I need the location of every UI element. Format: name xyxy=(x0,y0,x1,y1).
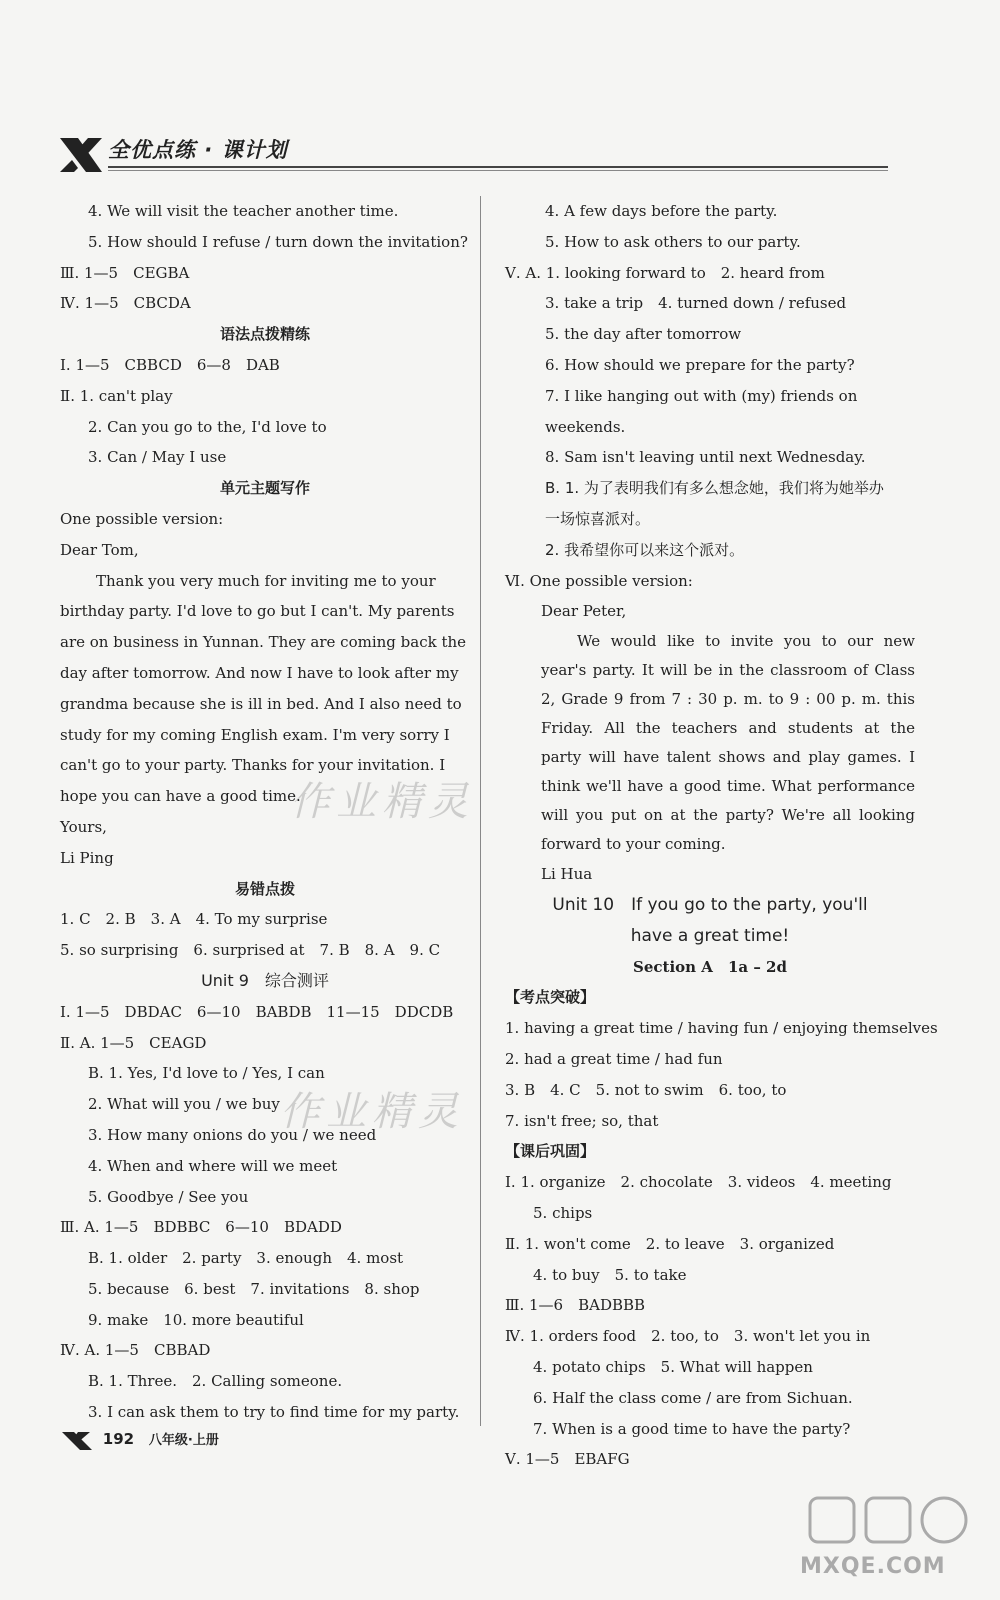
answer-line: 5. How to ask others to our party. xyxy=(545,232,801,251)
answer-line: 4. potato chips 5. What will happen xyxy=(533,1357,813,1376)
answer-line: B. 1. Three. 2. Calling someone. xyxy=(88,1372,343,1391)
answer-line: 4. A few days before the party. xyxy=(545,202,778,220)
answer-line: Ⅲ. A. 1—5 BDBBC 6—10 BDADD xyxy=(60,1218,342,1237)
answer-line: 6. Half the class come / are from Sichuan. xyxy=(533,1388,853,1407)
watermark-url: MXQE.COM xyxy=(800,1554,946,1579)
answer-line: 2. What will you / we buy xyxy=(88,1095,280,1114)
answer-line: Ⅱ. A. 1—5 CEAGD xyxy=(60,1033,207,1052)
letter-greeting: Dear Tom, xyxy=(60,540,139,559)
letter-greeting: Dear Peter, xyxy=(541,602,627,621)
section-heading: 易错点拨 xyxy=(234,879,295,898)
answer-line: 9. make 10. more beautiful xyxy=(88,1310,304,1329)
answer-line: B. 1. older 2. party 3. enough 4. most xyxy=(88,1249,404,1268)
unit-heading-line1: Unit 10 If you go to the party, you'll xyxy=(552,894,868,915)
unit-heading: Unit 9 综合测评 xyxy=(201,970,329,990)
answer-line: Ⅲ. 1—5 CEGBA xyxy=(60,263,190,282)
essay-paragraph: Thank you very much for inviting me to your birthday party. I'd love to go but I can't. My parents are on business in Yunnan. They are coming back the day after tomorrow. And now I have to look after my grandma because she is ill in bed. And I also need to study for my coming English exam. I'm very sorry I can't go to your party. Thanks for your invitation. I hope you can have a good time. xyxy=(60,571,467,806)
column-divider xyxy=(480,196,481,1426)
answer-line: 3. Can / May I use xyxy=(88,448,227,467)
answer-line: 5. chips xyxy=(533,1203,593,1222)
right-column xyxy=(505,196,938,1475)
answer-line: 8. Sam isn't leaving until next Wednesday. xyxy=(545,448,866,467)
answer-line: Ⅵ. One possible version: xyxy=(505,571,693,590)
answer-line: 7. I like hanging out with (my) friends on weekends. xyxy=(545,386,858,436)
answer-line: One possible version: xyxy=(60,509,224,528)
page-footer xyxy=(60,1428,219,1452)
answer-line: 2. Can you go to the, I'd love to xyxy=(88,417,327,436)
answer-line: 1. having a great time / having fun / enjoying themselves xyxy=(505,1019,938,1038)
answer-line: Ⅲ. 1—6 BADBBB xyxy=(505,1296,646,1315)
answer-line: B. 1. Yes, I'd love to / Yes, I can xyxy=(88,1064,325,1083)
page-header xyxy=(58,128,838,188)
answer-line: 2. 我希望你可以来这个派对。 xyxy=(545,540,745,559)
answer-line: Ⅳ. 1—5 CBCDA xyxy=(60,294,191,313)
watermark-text: 作业精灵 xyxy=(290,779,474,825)
answer-line: 3. B 4. C 5. not to swim 6. too, to xyxy=(505,1080,787,1099)
answer-line: Ⅱ. 1. can't play xyxy=(60,386,173,405)
letter-signature: Li Hua xyxy=(541,865,593,884)
watermark-text: 作业精灵 xyxy=(280,1089,464,1135)
answer-line: Ⅰ. 1. organize 2. chocolate 3. videos 4. meeting xyxy=(505,1173,892,1192)
answer-line: 3. take a trip 4. turned down / refused xyxy=(545,294,847,313)
answer-line: Ⅳ. A. 1—5 CBBAD xyxy=(60,1341,211,1360)
answer-line: B. 1. 为了表明我们有多么想念她，我们将为她举办一场惊喜派对。 xyxy=(545,479,884,528)
answer-line: 5. the day after tomorrow xyxy=(545,325,742,344)
watermark-logo-icon xyxy=(800,1490,980,1550)
letter-signature: Li Ping xyxy=(60,848,114,867)
grade-label: 八年级·上册 xyxy=(148,1433,219,1448)
answer-line: 4. When and where will we meet xyxy=(88,1156,338,1175)
answer-line: Ⅳ. 1. orders food 2. too, to 3. won't let you in xyxy=(505,1327,871,1346)
answer-line: 1. C 2. B 3. A 4. To my surprise xyxy=(60,910,328,929)
letter-closing: Yours, xyxy=(60,817,107,836)
header-rule xyxy=(108,166,888,168)
answer-line: 4. to buy 5. to take xyxy=(533,1265,687,1284)
answer-line: 6. How should we prepare for the party? xyxy=(545,355,855,374)
answer-line: 3. I can ask them to try to find time for my party. xyxy=(88,1403,460,1422)
answer-line: 4. We will visit the teacher another time. xyxy=(88,202,399,220)
answer-line: Ⅱ. 1. won't come 2. to leave 3. organized xyxy=(505,1234,835,1253)
answer-line: Ⅴ. A. 1. looking forward to 2. heard from xyxy=(505,263,825,282)
unit-heading-line2: have a great time! xyxy=(630,925,790,946)
answer-line: Ⅰ. 1—5 DBDAC 6—10 BABDB 11—15 DDCDB xyxy=(60,1002,454,1021)
answer-line: 5. Goodbye / See you xyxy=(88,1187,249,1206)
answer-line: 5. because 6. best 7. invitations 8. shop xyxy=(88,1279,420,1298)
answer-line: 5. How should I refuse / turn down the invitation? xyxy=(88,232,468,251)
subsection-heading: 【课后巩固】 xyxy=(505,1142,596,1161)
book-title: 全优点练 · 课计划 xyxy=(108,138,288,162)
answer-line: 7. When is a good time to have the party? xyxy=(533,1419,851,1438)
section-heading: Section A 1a – 2d xyxy=(633,957,787,976)
page-number: 192 xyxy=(102,1430,135,1448)
header-rule-thin xyxy=(108,170,888,171)
answer-line: Ⅰ. 1—5 CBBCD 6—8 DAB xyxy=(60,355,280,374)
answer-line: 2. had a great time / had fun xyxy=(505,1049,723,1068)
answer-line: 3. How many onions do you / we need xyxy=(88,1125,377,1144)
footer-logo-icon xyxy=(60,1428,94,1452)
section-heading: 语法点拨精练 xyxy=(219,325,310,344)
subsection-heading: 【考点突破】 xyxy=(505,988,596,1007)
brand-logo-icon xyxy=(58,132,104,178)
section-heading: 单元主题写作 xyxy=(219,479,310,498)
corner-watermark xyxy=(800,1490,980,1590)
answer-line: Ⅴ. 1—5 EBAFG xyxy=(505,1450,630,1469)
essay-paragraph: We would like to invite you to our new year's party. It will be in the classroom of Class 2, Grade 9 from 7 : 30 p. m. to 9 : 00 p. m. this Friday. All the teachers and students at the party will have talent shows and play games. I think we'll have a good time. What performance will you put on at the party? We're all looking forward to your coming. xyxy=(541,632,915,854)
answer-line: 7. isn't free; so, that xyxy=(505,1111,659,1130)
answer-line: 5. so surprising 6. surprised at 7. B 8. A 9. C xyxy=(60,941,441,960)
